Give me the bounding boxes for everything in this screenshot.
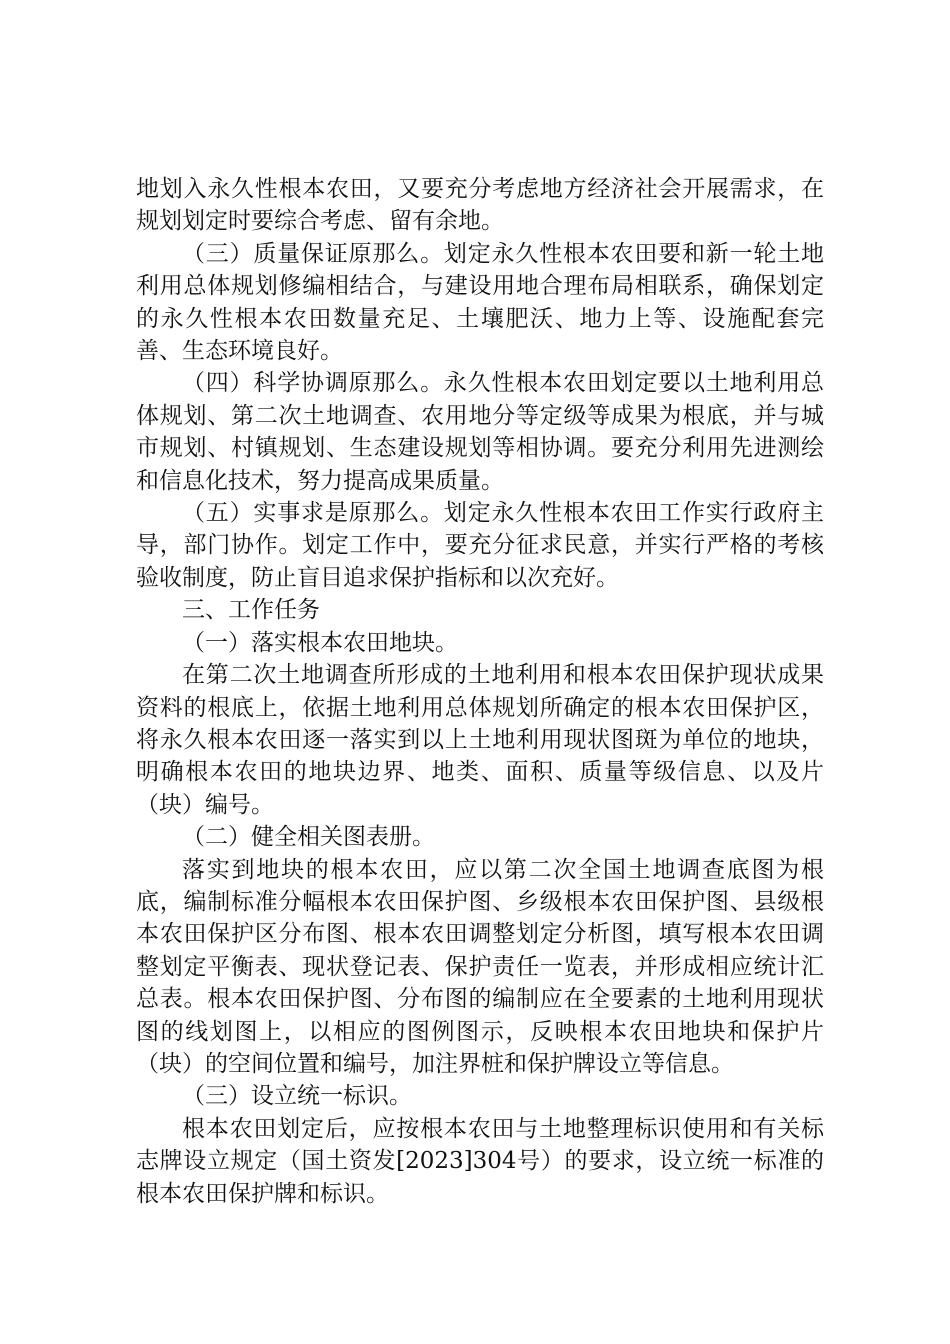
paragraph-coordination-principle: （四）科学协调原那么。永久性根本农田划定要以土地利用总体规划、第二次土地调查、农用地分等定级等成果为根底，并与城市规划、村镇规划、生态建设规划等相协调。要充分利用先进测绘和信息化技术，努力提高成果质量。: [136, 370, 824, 494]
paragraph-maps-tables: 落实到地块的根本农田，应以第二次全国土地调查底图为根底，编制标准分幅根本农田保护图、乡级根本农田保护图、县级根本农田保护区分布图、根本农田调整划定分析图，填写根本农田调整划定平衡表、现状登记表、保护责任一览表，并形成相应统计汇总表。根本农田保护图、分布图的编制应在全要素的土地利用现状图的线划图上，以相应的图例图示，反映根本农田地块和保护片（块）的空间位置和编号，加注界桩和保护牌设立等信息。: [136, 856, 824, 1077]
paragraph-continuation: 地划入永久性根本农田，又要充分考虑地方经济社会开展需求，在规划划定时要综合考虑、留有余地。: [136, 176, 824, 235]
paragraph-implement-plots: 在第二次土地调查所形成的土地利用和根本农田保护现状成果资料的根底上，依据土地利用总体规划所确定的根本农田保护区，将永久根本农田逐一落实到以上土地利用现状图斑为单位的地块，明确根本农田的地块边界、地类、面积、质量等级信息、以及片（块）编号。: [136, 662, 824, 818]
subheading-implement-plots: （一）落实根本农田地块。: [182, 629, 458, 656]
paragraph-pragmatic-principle: （五）实事求是原那么。划定永久性根本农田工作实行政府主导，部门协作。划定工作中，要充分征求民意，并实行严格的考核验收制度，防止盲目追求保护指标和以次充好。: [136, 500, 824, 591]
subheading-unified-signs: （三）设立统一标识。: [182, 1083, 412, 1110]
document-body: [136, 173, 824, 1210]
subheading-maps-tables: （二）健全相关图表册。: [182, 824, 435, 851]
section-heading-work-tasks: 三、工作任务: [182, 597, 320, 624]
paragraph-unified-signs: 根本农田划定后，应按根本农田与土地整理标识使用和有关标志牌设立规定（国土资发[2023]304号）的要求，设立统一标准的根本农田保护牌和标识。: [136, 1115, 824, 1207]
paragraph-quality-principle: （三）质量保证原那么。划定永久性根本农田要和新一轮土地利用总体规划修编相结合，与建设用地合理布局相联系，确保划定的永久性根本农田数量充足、土壤肥沃、地力上等、设施配套完善、生态环境良好。: [136, 240, 824, 365]
